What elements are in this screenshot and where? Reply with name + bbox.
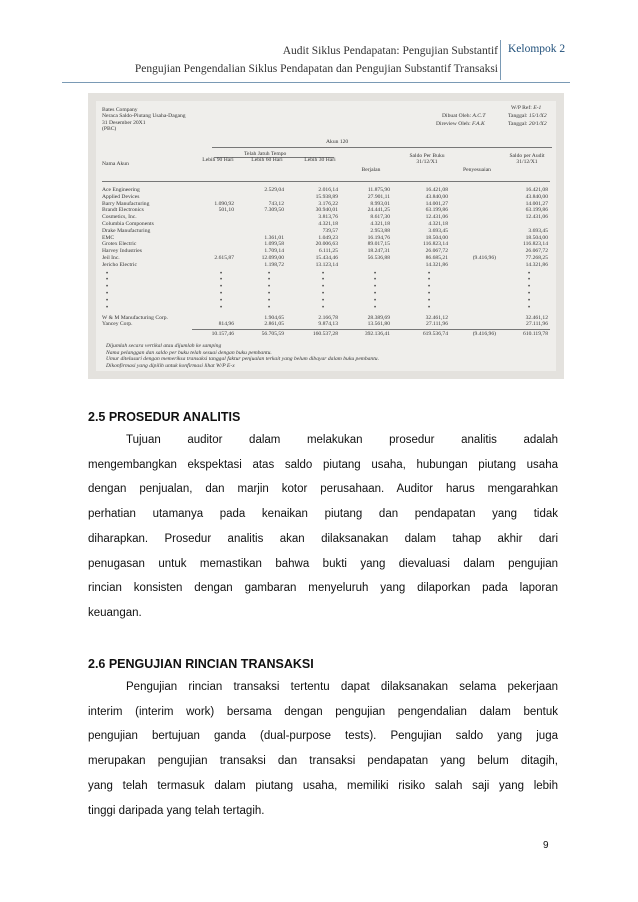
total-cell: (9.416,96) [472,331,496,338]
table-cell: 16.421,08 [525,187,548,193]
table-cell: 1.049,23 [318,234,338,241]
analytics-word: auditor [187,434,223,446]
table-cell: 743,12 [268,200,284,207]
wp-prepared-label: Dibuat Oleh: [442,113,472,119]
wp-reviewed-value: F.A.K [472,121,485,127]
header-rule [62,82,570,83]
table-cell: Grotex Electric [102,241,137,248]
table-cell: 739,57 [322,227,338,234]
analytics-line-1 [88,428,558,453]
table-cell: 2.016,14 [318,187,338,193]
header-rule-line [102,181,550,182]
table-cell: W & M Manufacturing Corp. [102,314,168,321]
ellipsis-dots: • • • • • • [106,270,109,311]
paragraph-line: dengan penjualan, dan marjin kotor perusahaan. Auditor harus mengarahkan [88,483,558,496]
column-header: Saldo per Audit 31/12/X1 [509,153,545,166]
table-cell: 8.993,01 [370,200,390,207]
column-header: Nama Akun [102,161,129,167]
wp-date-label: Tanggal: [508,113,528,119]
table-cell: 24.441,25 [367,207,390,214]
table-cell: 501,10 [218,207,234,214]
wp-reviewed-label: Direview Oleh: [436,121,471,127]
wp-prepared-date-value: 15/1/X2 [528,113,547,119]
table-cell: 27.111,96 [426,321,448,328]
header-group-label: Kelompok 2 [508,43,566,55]
total-cell: 610.119,78 [523,331,548,338]
table-cell: Cosmetics, Inc. [102,214,137,221]
ellipsis-dots: • • • • • • [374,270,377,311]
legend-line: Umur ditelusuri dengan memeriksa transaksi tanggal faktur penjualan terkait yang belum dibayar dalam buku pembantu. [106,356,379,363]
analytics-word: dalam [249,434,281,446]
table-cell: 26.067,72 [425,248,448,255]
ledger-title: Neraca Saldo-Piutang Usaha-Dagang [102,113,186,120]
table-cell: 14.001,27 [525,200,548,207]
table-cell: 2.529,04 [264,187,284,193]
column-header: Penyesuaian [463,167,491,173]
table-cell: 11.875,90 [367,187,390,193]
wp-ref [511,105,541,111]
column-header: Lebih 30 Hari [304,157,336,163]
table-cell: 32.461,12 [525,314,548,321]
table-cell: 4.321,18 [318,221,338,227]
table-cell: 14.321,86 [525,261,548,268]
wp-reviewed-date-value: 20/1/X2 [528,121,547,127]
working-paper-scan [88,93,564,379]
table-cell: 18.504,00 [525,234,548,241]
page-header [0,40,638,84]
table-cell: 8.617,30 [370,214,390,221]
paragraph-line: tinggi daripada yang telah tertagih. [88,804,265,817]
page-number: 9 [543,840,549,851]
analytics-word: prosedur [389,434,435,446]
table-cell: EMC [102,234,115,241]
wp-ref-label: W/P Ref: [511,105,532,111]
table-cell: 1.904,65 [264,314,284,321]
table-cell: 15.938,89 [315,193,338,200]
analytics-lines [88,453,558,626]
table-cell: 9.874,13 [318,321,338,328]
transaction-lines [88,675,558,823]
section-body-analytics [88,428,558,626]
table-cell: 16.421,08 [425,187,448,193]
table-cell: 18.504,00 [425,234,448,241]
table-cell: Applied Devices [102,193,140,200]
table-cell: 3.693,45 [428,227,448,234]
column-header: Lebih 90 Hari [202,157,234,163]
section-title-transactions: 2.6 PENGUJIAN RINCIAN TRANSAKSI [88,657,314,671]
total-cell: 56.705,59 [261,331,284,338]
total-cell: 160.537,28 [312,331,338,338]
account-rule [212,147,552,148]
table-cell: 12.431,06 [525,214,548,221]
table-cell: 77.268,25 [525,255,548,261]
analytics-word: adalah [523,434,558,446]
table-cell: 2.615,87 [214,255,234,261]
table-cell: 116.823,14 [423,241,448,248]
account-label: Akun 120 [326,139,349,145]
table-cell: (9.416,96) [472,255,496,261]
table-cell: 26.067,72 [525,248,548,255]
total-cell: 392.136,41 [364,331,390,338]
header-title-line1: Audit Siklus Pendapatan: Pengujian Substantif [282,45,498,57]
table-cell: 3.176,22 [318,200,338,207]
table-cell: 1.198,72 [264,261,284,268]
table-cell: 14.321,86 [425,261,448,268]
table-cell: 3.693,45 [528,227,548,234]
table-cell: 12.431,06 [425,214,448,221]
wp-ref-value: E-1 [533,105,542,111]
table-cell: 30.940,01 [315,207,338,214]
due-group-label: Telah Jatuh Tempo [244,151,287,157]
totals-rule-line [192,329,550,330]
table-cell: 13.561,80 [367,321,390,328]
table-cell: Barry Manufacturing [102,200,150,207]
total-cell: 619.536,74 [422,331,448,338]
section-title-analytics: 2.5 PROSEDUR ANALITIS [88,410,241,424]
table-cell: 2.166,78 [318,314,338,321]
table-cell: 89.017,15 [367,241,390,248]
table-cell: 18.247,31 [367,248,390,255]
wp-prepared-value: A.C.T [472,113,486,119]
table-cell: 1.090,92 [214,200,234,207]
total-cell: 10.157,46 [211,331,234,338]
ledger-source: (PBC) [102,126,117,133]
table-cell: 13.123,14 [315,261,338,268]
table-cell: Jeil Inc. [102,255,120,261]
table-cell: Harvey Industries [102,248,142,255]
table-cell: 15.434,46 [315,255,338,261]
table-cell: 4.321,18 [370,221,390,227]
table-cell: Columbia Components [102,221,154,227]
table-cell: Jericho Electric [102,261,137,268]
table-cell: 56.536,88 [367,255,390,261]
wp-prepared [442,113,486,119]
table-cell: 1.361,01 [264,234,284,241]
legend-line: Dijumlah secara vertikal atau dijumlah ke samping [106,343,222,350]
section-body-transactions [88,675,558,823]
company-name: Bates Company [102,107,138,113]
table-cell: 86.685,21 [425,255,448,261]
ellipsis-dots: • • • • • • [322,270,325,311]
table-cell: 3.813,76 [318,214,338,221]
wp-reviewed [436,121,485,127]
paragraph-line: diharapkan. Prosedur analitis akan dilaksanakan dalam tahap akhir dari [88,532,558,545]
table-cell: 116.823,14 [523,241,548,248]
table-cell: 63.199,86 [425,207,448,214]
analytics-word: Tujuan [126,434,161,446]
table-cell: 2.953,88 [370,227,390,234]
header-title-line2: Pengujian Pengendalian Siklus Pendapatan dan Pengujian Substantif Transaksi [134,63,498,75]
table-cell: 32.461,12 [425,314,448,321]
paragraph-line: Pengujian rincian transaksi tertentu dapat dilaksanakan selama pekerjaan [126,681,558,693]
paragraph-line: perhatian utamanya pada kenaikan piutang dan pendapatan yang tidak [88,508,558,521]
wp-reviewed-date [508,121,547,127]
ellipsis-dots: • • • • • • [220,270,223,311]
paragraph-line: keuangan. [88,606,142,619]
table-cell: Yancey Corp. [102,321,133,328]
legend-line: Dikonfirmasi yang dipilih untuk konfirmasi lihat W/P E-x [106,363,235,369]
ellipsis-dots: • • • • • • [428,270,431,311]
ellipsis-dots: • • • • • • [528,270,531,311]
table-cell: 12.099,00 [261,255,284,261]
column-header: Lebih 60 Hari [251,157,283,163]
table-cell: 43.840,00 [525,193,548,200]
table-cell: 7.309,50 [264,207,284,214]
table-cell: 2.861,05 [264,321,284,328]
paragraph-line: pengujian bertujuan ganda (dual-purpose tests). Pengujian saldo yang juga [88,730,558,743]
table-cell: Ace Engineering [102,187,140,193]
paragraph-line: yang telah termasuk dalam piutang usaha, memiliki risiko salah saji yang lebih [88,779,558,792]
header-titles [135,42,498,78]
company-block [102,107,186,133]
paragraph-line: mengembangkan ekspektasi atas saldo piutang usaha, hubungan piutang usaha [88,458,558,471]
paragraph-line: penugasan untuk memastikan bahwa bukti yang dievaluasi dalam pengujian [88,557,558,570]
table-cell: 16.194,76 [367,234,390,241]
ellipsis-dots: • • • • • • [268,270,271,311]
table-cell: 27.111,96 [526,321,548,328]
table-cell: Brandt Electronics [102,207,144,214]
working-paper-sheet [96,101,556,371]
paragraph-line: merupakan pengujian transaksi dan transaksi pendapatan yang belum ditagih, [88,755,558,768]
table-cell: 4.321,18 [428,221,448,227]
table-cell: 43.840,00 [425,193,448,200]
table-cell: 27.901,11 [367,193,390,200]
table-cell: 6.111,25 [318,248,338,255]
table-cell: 14.001,27 [425,200,448,207]
table-cell: Drake Manufacturing [102,227,151,234]
wp-date-label-2: Tanggal: [508,121,528,127]
table-cell: 814,96 [218,321,234,328]
table-cell: 20.006,63 [315,241,338,248]
header-divider [500,40,501,80]
legend-line: Nama pelanggan dan saldo per buku telah sesuai dengan buku pembantu. [106,349,272,356]
table-cell: 1.099,58 [264,241,284,248]
table-cell: 28.389,69 [367,314,390,321]
analytics-word: analitis [461,434,497,446]
wp-prepared-date [508,113,547,119]
column-header: Saldo Per Buku 31/12/X1 [409,153,445,166]
ledger-date: 31 Desember 20X1 [102,119,146,126]
analytics-word: melakukan [306,434,363,446]
table-cell: 63.199,86 [525,207,548,214]
paragraph-line: interim (interim work) bersama dengan pengujian pengendalian dalam bentuk [88,705,558,718]
table-cell: 1.709,14 [264,248,284,255]
column-header: Berjalan [361,167,381,173]
paragraph-line: rincian konsisten dengan gambaran menyeluruh yang dilaporkan pada laporan [88,582,558,595]
